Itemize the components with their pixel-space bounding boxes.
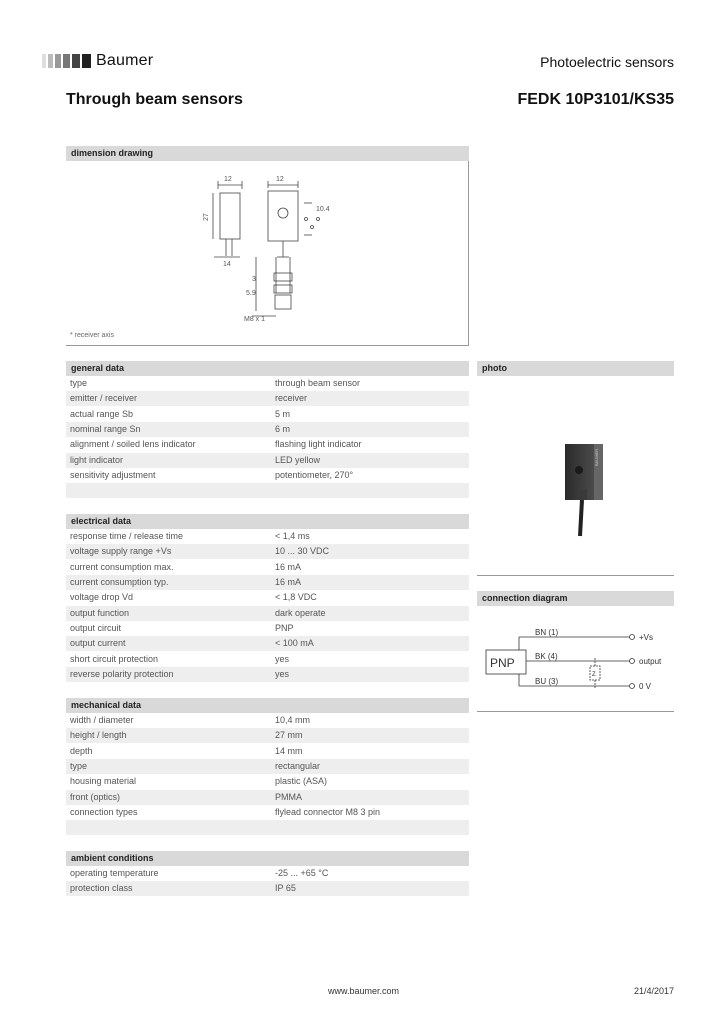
table-row [66,652,469,667]
table-row [66,636,469,651]
dimension-drawing-area [66,161,469,346]
table-row [66,728,469,743]
table-row [66,590,469,605]
spec-value: PNP [275,623,294,634]
table-row [66,575,469,590]
wire-label-brown: BN (1) [535,628,559,637]
spec-value: potentiometer, 270° [275,470,354,481]
table-row [66,391,469,406]
spec-value: < 100 mA [275,638,314,649]
spec-key: reverse polarity protection [70,669,174,680]
spec-key: operating temperature [70,868,159,878]
brand-logo-text: Baumer [96,52,154,69]
product-photo [477,376,674,576]
spec-key: sensitivity adjustment [70,470,156,481]
table-row [66,407,469,422]
spec-key: output current [70,638,126,649]
dimension-drawing-heading: dimension drawing [66,146,469,161]
spec-value: yes [275,653,290,664]
spec-key: voltage drop Vd [70,592,134,603]
spec-key: light indicator [70,454,124,465]
table-row [66,483,469,498]
wire-label-black: BK (4) [535,652,558,661]
page-title: Through beam sensors [66,91,243,108]
table-row [66,606,469,621]
table-row [66,881,469,896]
table-row [66,759,469,774]
spec-value: through beam sensor [275,378,361,388]
spec-key: current consumption max. [70,561,174,572]
table-row [66,713,469,728]
spec-value: flylead connector M8 3 pin [275,807,381,818]
spec-key: short circuit protection [70,653,159,664]
dim-label-height: 27 [203,213,210,221]
spec-key: actual range Sb [70,408,134,419]
load-label: Z [592,672,596,678]
spec-key: current consumption typ. [70,577,169,588]
table-row [66,468,469,483]
footer-date: 21/4/2017 [633,986,674,996]
spec-value: < 1,4 ms [275,531,310,541]
photo-heading: photo [477,361,674,376]
spec-value: 16 mA [275,577,302,588]
spec-value: plastic (ASA) [275,776,328,787]
table-row [66,774,469,789]
table-row [66,667,469,682]
spec-value: 10,4 mm [275,715,311,725]
dim-label-width-side: 12 [224,176,232,183]
table-row [66,529,469,544]
dimension-drawing [66,161,469,346]
spec-value: 10 ... 30 VDC [275,546,330,557]
spec-key: width / diameter [70,715,134,725]
spec-value: 16 mA [275,561,302,572]
spec-value: flashing light indicator [275,439,362,450]
dim-label-depth: 14 [223,261,231,268]
spec-key: connection types [70,807,138,818]
spec-value: receiver [275,393,308,404]
spec-value: 14 mm [275,745,303,756]
spec-key: response time / release time [70,531,184,541]
spec-value: LED yellow [275,454,321,465]
spec-key: emitter / receiver [70,393,138,404]
dim-label-cable-thread: M8 x 1 [244,316,266,323]
spec-key: output circuit [70,623,122,634]
table-row [66,897,469,912]
table-row [66,820,469,835]
table-row [66,621,469,636]
table-row [66,437,469,452]
spec-value: 6 m [275,424,291,435]
baumer-logo-bars [42,54,92,68]
dim-label-pin-a: 3 [252,276,256,283]
spec-key: front (optics) [70,791,121,802]
footer-website-link[interactable]: www.baumer.com [328,986,400,996]
terminal-label-ground: 0 V [639,682,652,691]
spec-key: protection class [70,883,133,894]
photo-product-label: BAUMER [594,448,599,466]
spec-key: height / length [70,730,127,741]
general-data-heading: general data [66,361,469,376]
table-row [66,422,469,437]
spec-value: -25 ... +65 °C [275,868,329,878]
terminal-label-supply: +Vs [639,633,654,642]
connection-diagram-area [477,606,674,712]
spec-key: output function [70,607,130,618]
table-row [66,453,469,468]
ambient-conditions-heading: ambient conditions [66,851,469,866]
spec-key: nominal range Sn [70,424,141,435]
mechanical-data-heading: mechanical data [66,698,469,713]
product-category: Photoelectric sensors [540,54,674,70]
table-row [66,544,469,559]
table-row [66,866,469,881]
table-row [66,560,469,575]
spec-value: dark operate [275,607,326,618]
spec-key: alignment / soiled lens indicator [70,439,196,450]
spec-value: 27 mm [275,730,303,741]
table-row [66,744,469,759]
drawing-footnote: * receiver axis [70,332,114,339]
spec-value: 5 m [275,408,291,419]
terminal-label-output: output [639,657,662,666]
table-row [66,805,469,820]
model-number: FEDK 10P3101/KS35 [517,91,674,108]
spec-value: yes [275,669,290,680]
spec-value: < 1,8 VDC [275,592,317,603]
table-row [66,376,469,391]
spec-value: IP 65 [275,883,296,894]
dim-label-diameter: 10.4 [316,206,330,213]
spec-key: voltage supply range +Vs [70,546,172,557]
electrical-data-heading: electrical data [66,514,469,529]
spec-key: type [70,761,88,772]
product-photo-area [477,376,674,576]
table-row [66,790,469,805]
spec-key: depth [70,745,93,756]
dim-label-pin-b: 5.9 [246,290,256,297]
spec-key: type [70,378,88,388]
connection-diagram [477,606,674,712]
dim-label-width-front: 12 [276,176,284,183]
spec-value: PMMA [275,791,302,802]
connection-diagram-heading: connection diagram [477,591,674,606]
spec-key: housing material [70,776,137,787]
wire-label-blue: BU (3) [535,677,559,686]
circuit-type-label: PNP [490,656,515,670]
spec-value: rectangular [275,761,321,772]
